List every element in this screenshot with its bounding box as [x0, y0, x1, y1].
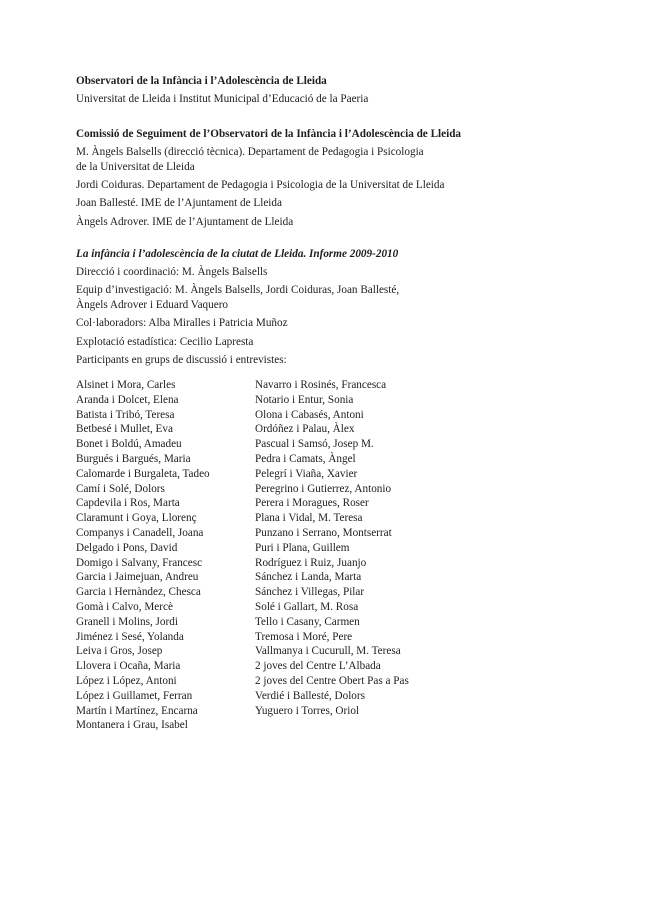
participant-name: Verdié i Ballesté, Dolors [255, 689, 365, 702]
participant-name: Aranda i Dolcet, Elena [76, 393, 179, 406]
participant-name: Pascual i Samsó, Josep M. [255, 438, 374, 451]
participant-name: Ordóñez i Palau, Àlex [255, 423, 355, 436]
participant-name: Navarro i Rosinés, Francesca [255, 379, 387, 391]
comissio-title: Comissió de Seguiment de l’Observatori de la Infància i l’Adolescència de Lleida [76, 128, 462, 140]
participant-name: López i López, Antoni [76, 674, 177, 687]
participant-name: Betbesé i Mullet, Eva [76, 423, 173, 436]
collaboradors-line: Col·laboradors: Alba Miralles i Patricia Muñoz [76, 317, 288, 330]
participant-name: Puri i Plana, Guillem [255, 541, 350, 554]
participant-name: Companys i Canadell, Joana [76, 526, 204, 539]
participant-name: Camí i Solé, Dolors [76, 482, 165, 495]
participants-column-left [76, 378, 254, 733]
participant-name: 2 joves del Centre Obert Pas a Pas [255, 674, 409, 687]
participant-name: Peregrino i Gutierrez, Antonio [255, 482, 392, 495]
participant-name: Llovera i Ocaña, Maria [76, 660, 181, 673]
direccio-line: Direcció i coordinació: M. Àngels Balsells [76, 266, 268, 279]
participant-name: Garcia i Hernàndez, Chesca [76, 586, 201, 599]
participant-name: Garcia i Jaimejuan, Andreu [76, 571, 199, 584]
participant-name: López i Guillamet, Ferran [76, 689, 193, 702]
participants-heading: Participants en grups de discussió i entrevistes: [76, 353, 287, 366]
participant-name: Alsinet i Mora, Carles [76, 379, 176, 391]
observatori-subtitle: Universitat de Lleida i Institut Municipal d’Educació de la Paeria [76, 93, 369, 106]
participant-name: Granell i Molins, Jordi [76, 615, 178, 628]
participant-name: Sánchez i Villegas, Pilar [255, 586, 365, 599]
participant-name: Tremosa i Moré, Pere [255, 630, 353, 643]
informe-section [76, 247, 576, 368]
participant-name: Notario i Entur, Sonia [255, 393, 354, 406]
participant-name: Solé i Gallart, M. Rosa [255, 600, 359, 613]
comissio-member: Jordi Coiduras. Departament de Pedagogia i Psicologia de la Universitat de Lleida [76, 179, 445, 192]
participants-column-right [255, 378, 495, 718]
participant-name: Domigo i Salvany, Francesc [76, 556, 203, 569]
participant-name: Punzano i Serrano, Montserrat [255, 526, 392, 539]
participant-name: Claramunt i Goya, Llorenç [76, 512, 197, 525]
participant-name: 2 joves del Centre L’Albada [255, 660, 381, 673]
participant-name: Montanera i Grau, Isabel [76, 719, 188, 732]
observatori-title: Observatori de la Infància i l’Adolescència de Lleida [76, 75, 327, 87]
participant-name: Sánchez i Landa, Marta [255, 571, 362, 584]
explotacio-line: Explotació estadística: Cecilio Lapresta [76, 335, 254, 348]
equip-line: Equip d’investigació: M. Àngels Balsells, Jordi Coiduras, Joan Ballesté, [76, 284, 400, 297]
participant-name: Rodríguez i Ruiz, Juanjo [255, 556, 367, 569]
participant-name: Burgués i Bargués, Maria [76, 452, 191, 465]
participant-name: Martín i Martínez, Encarna [76, 704, 198, 717]
informe-title: La infància i l’adolescència de la ciutat de Lleida. Informe 2009-2010 [76, 248, 399, 260]
equip-line: Àngels Adrover i Eduard Vaquero [76, 299, 229, 312]
participant-name: Tello i Casany, Carmen [255, 615, 360, 628]
observatori-section [76, 74, 576, 107]
participant-name: Olona i Cabasés, Antoni [255, 408, 364, 421]
participant-name: Perera i Moragues, Roser [255, 497, 369, 510]
participant-name: Leiva i Gros, Josep [76, 645, 163, 658]
participant-name: Batista i Tribó, Teresa [76, 408, 175, 421]
participant-name: Capdevila i Ros, Marta [76, 497, 180, 510]
participant-name: Pedra i Camats, Àngel [255, 452, 356, 465]
comissio-member: de la Universitat de Lleida [76, 160, 195, 173]
participant-name: Delgado i Pons, David [76, 541, 178, 554]
comissio-member: Àngels Adrover. IME de l’Ajuntament de Lleida [76, 215, 294, 228]
participant-name: Calomarde i Burgaleta, Tadeo [76, 467, 210, 480]
participant-name: Yuguero i Torres, Oriol [255, 704, 360, 717]
participant-name: Jiménez i Sesé, Yolanda [76, 630, 184, 643]
participant-name: Pelegrí i Viaña, Xavier [255, 467, 358, 480]
comissio-member: M. Àngels Balsells (direcció tècnica). Departament de Pedagogia i Psicologia [76, 146, 424, 159]
comissio-member: Joan Ballesté. IME de l’Ajuntament de Lleida [76, 197, 282, 210]
participant-name: Bonet i Boldú, Amadeu [76, 438, 182, 451]
participant-name: Vallmanya i Cucurull, M. Teresa [255, 645, 401, 658]
participant-name: Gomà i Calvo, Mercè [76, 600, 173, 613]
participant-name: Plana i Vidal, M. Teresa [255, 512, 363, 525]
comissio-section [76, 127, 576, 229]
